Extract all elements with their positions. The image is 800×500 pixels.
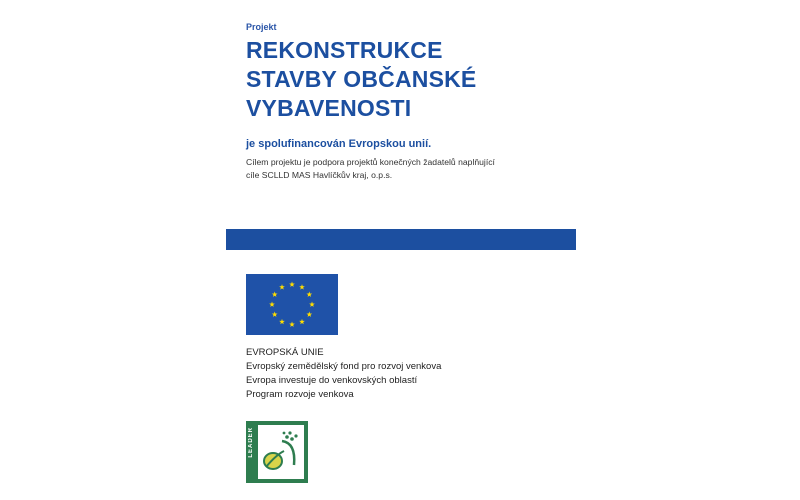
eu-flag-icon [246, 274, 338, 335]
project-poster [226, 0, 576, 500]
blue-divider-bar [226, 229, 576, 250]
eu-line-invest: Evropa investuje do venkovských oblastí [246, 375, 418, 386]
leader-logo-icon [246, 421, 308, 483]
eu-line-fund: Evropský zemědělský fond pro rozvoj venkova [246, 361, 442, 372]
project-title [246, 36, 576, 123]
project-description [246, 156, 566, 182]
description-line: cíle SCLLD MAS Havlíčkův kraj, o.p.s. [246, 170, 393, 180]
eu-funding-text [246, 346, 441, 402]
leader-logo-text: LEADER [248, 427, 254, 458]
project-title-line: REKONSTRUKCE [246, 37, 443, 63]
project-title-line: STAVBY OBČANSKÉ [246, 66, 477, 92]
eu-line-program: Program rozvoje venkova [246, 389, 354, 400]
projekt-label: Projekt [246, 22, 277, 32]
description-line: Cílem projektu je podpora projektů konečných žadatelů naplňující [246, 157, 495, 167]
eu-line-title: EVROPSKÁ UNIE [246, 347, 324, 358]
eu-flag-logo [246, 274, 338, 335]
cofinancing-statement: je spolufinancován Evropskou unií. [246, 138, 432, 150]
leader-logo [246, 421, 308, 483]
project-title-line: VYBAVENOSTI [246, 95, 412, 121]
